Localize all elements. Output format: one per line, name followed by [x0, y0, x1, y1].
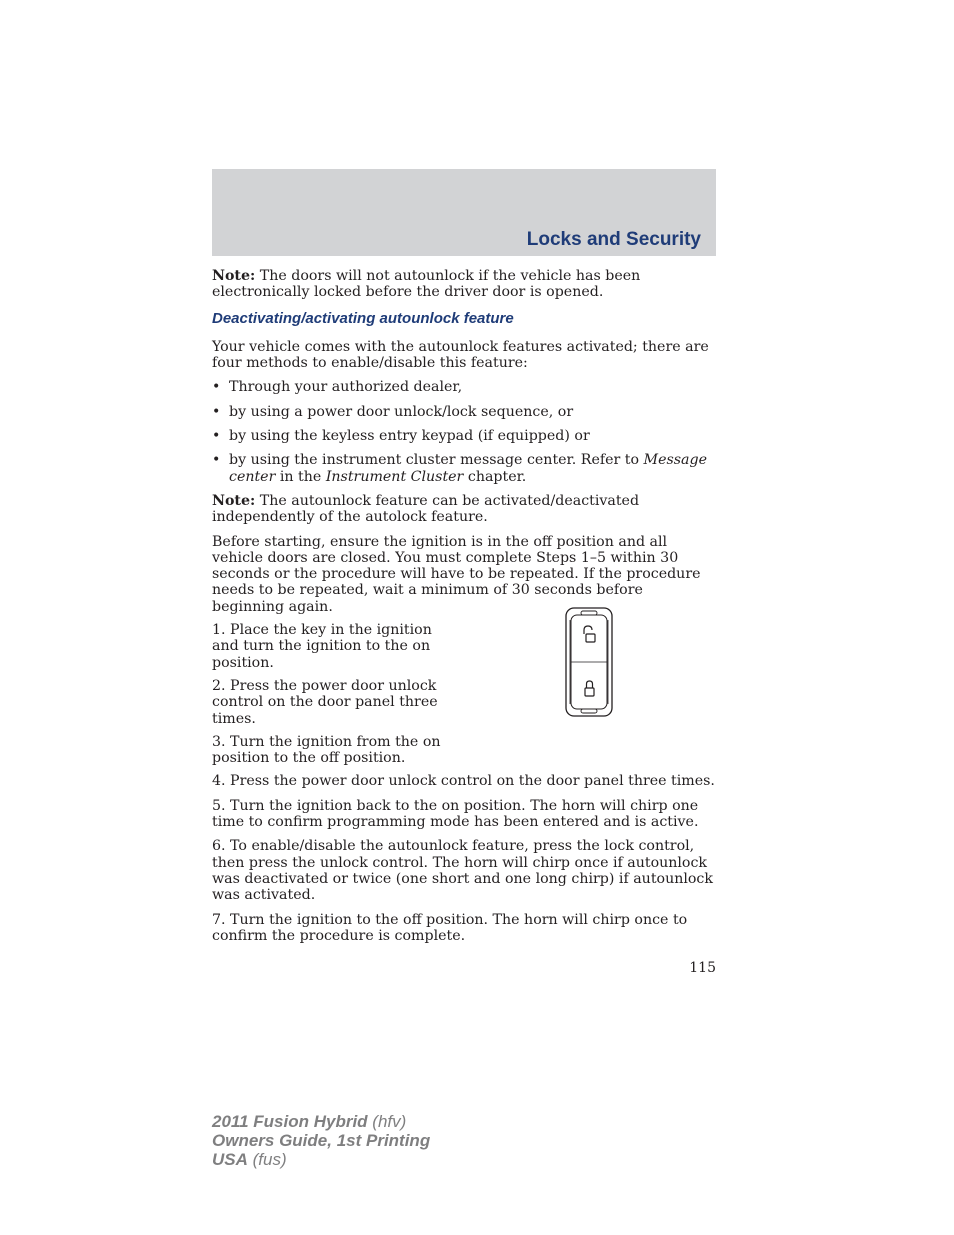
intro-paragraph: Your vehicle comes with the autounlock features activated; there are four methods to enable/disable this feature: [212, 338, 709, 372]
section-title: Locks and Security [526, 229, 701, 250]
list-item: • by using the instrument cluster message center. Refer to Message center in the Instrument Cluster chapter. [212, 452, 707, 485]
door-lock-switch-figure [564, 606, 614, 718]
note-paragraph [212, 268, 718, 301]
step-2: 2. Press the power door unlock control on the door panel three times. [212, 677, 438, 727]
door-lock-switch-drawing [564, 606, 614, 718]
lock-icon [585, 681, 594, 696]
bullet-icon: • [212, 403, 221, 420]
note-paragraph [212, 493, 718, 526]
steps-with-figure [212, 622, 462, 766]
subheading: Deactivating/activating autounlock feature [212, 309, 514, 327]
step-7: 7. Turn the ignition to the off position. The horn will chirp once to confirm the procedure is complete. [212, 911, 688, 944]
step-5: 5. Turn the ignition back to the on position. The horn will chirp one time to confirm programming mode has been entered and is active. [212, 797, 699, 831]
footer-line-2: Owners Guide, 1st Printing [212, 1131, 431, 1150]
footer-line-1: 2011 Fusion Hybrid (hfv) [212, 1112, 407, 1131]
step-6: 6. To enable/disable the autounlock feature, press the lock control, then press the unlock control. The horn will chirp once if autounlock was deactivated or twice (one short and one long chirp) if autounlock was activated. [212, 838, 713, 904]
list-item: • by using the keyless entry keypad (if equipped) or [212, 428, 590, 445]
before-starting-paragraph: Before starting, ensure the ignition is in the off position and all vehicle doors are closed. You must complete Steps 1–5 within 30 seconds or the procedure will have to be repeated. If the procedure needs to be repeated, wait a minimum of 30 seconds before beginning again. [212, 533, 701, 615]
footer-line-3: USA (fus) [212, 1150, 287, 1169]
section-header [212, 169, 716, 256]
unlock-icon [584, 626, 595, 642]
bullet-icon: • [212, 379, 221, 396]
bullet-icon: • [212, 428, 221, 445]
list-item: • by using a power door unlock/lock sequence, or [212, 403, 574, 420]
note-text: The doors will not autounlock if the vehicle has been electronically locked before the driver door is opened. [212, 268, 641, 301]
cross-reference: Message center [229, 452, 707, 485]
page-content [212, 268, 718, 944]
step-4: 4. Press the power door unlock control on the door panel three times. [212, 773, 715, 790]
bullet-icon: • [212, 452, 221, 469]
page-number: 115 [689, 960, 716, 976]
step-3: 3. Turn the ignition from the on position to the off position. [212, 733, 441, 767]
document-footer [212, 1112, 430, 1169]
note-label: Note: [212, 268, 256, 284]
method-list [212, 379, 718, 484]
list-item: • Through your authorized dealer, [212, 379, 463, 396]
note-label: Note: [212, 492, 256, 509]
step-1: 1. Place the key in the ignition and turn the ignition to the on position. [212, 622, 432, 671]
note-text: The autounlock feature can be activated/deactivated independently of the autolock feature. [212, 492, 640, 526]
cross-reference: Instrument Cluster [325, 468, 464, 485]
